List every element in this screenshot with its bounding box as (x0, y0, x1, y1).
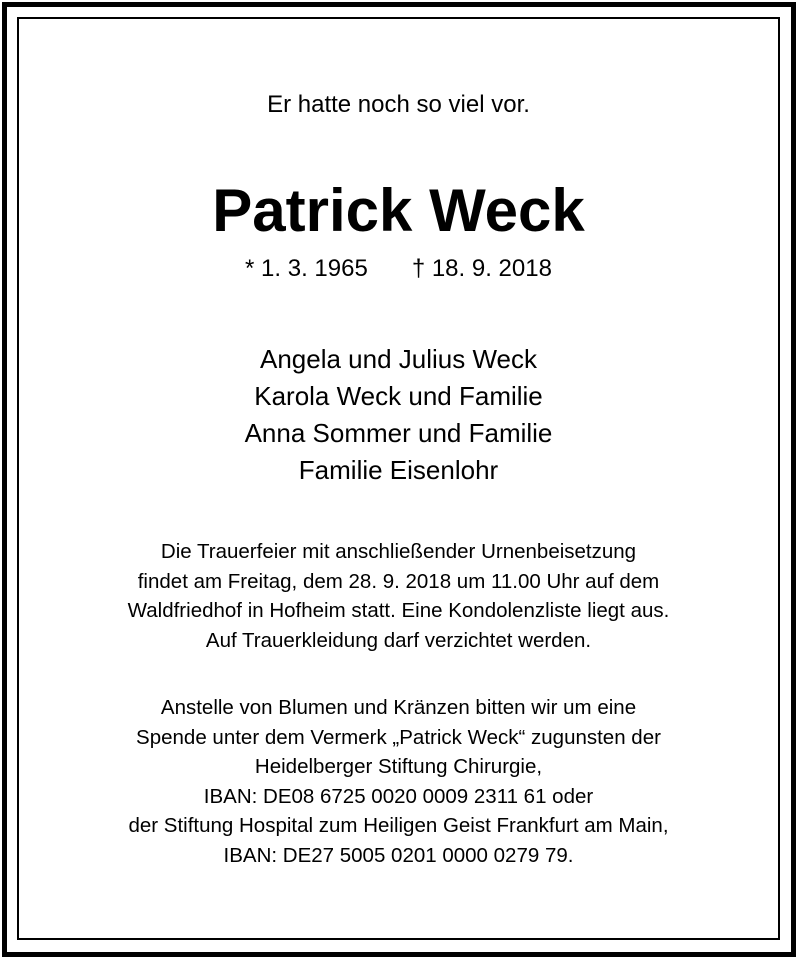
birth-date: * 1. 3. 1965 (245, 255, 368, 282)
death-date: † 18. 9. 2018 (411, 255, 552, 282)
tagline: Er hatte noch so viel vor. (267, 91, 530, 118)
service-line: Die Trauerfeier mit anschließender Urnenbeisetzung (160, 540, 637, 563)
mourner: Karola Weck und Familie (254, 381, 543, 411)
service-line: findet am Freitag, dem 28. 9. 2018 um 11.00 Uhr auf dem (137, 569, 660, 593)
donation-line: der Stiftung Hospital zum Heiligen Geist Frankfurt am Main, (128, 814, 669, 838)
deceased-name: Patrick Weck (212, 177, 585, 244)
mourner: Anna Sommer und Familie (244, 418, 553, 448)
mourner: Familie Eisenlohr (298, 455, 499, 485)
donation-line: Spende unter dem Vermerk „Patrick Weck“ zugunsten der (136, 725, 661, 749)
life-dates (19, 255, 778, 283)
donation-info (19, 693, 778, 871)
donation-line: IBAN: DE08 6725 0020 0009 2311 61 oder (203, 784, 594, 808)
donation-line: Heidelberger Stiftung Chirurgie, (254, 755, 543, 779)
donation-line: IBAN: DE27 5005 0201 0000 0279 79. (223, 843, 574, 867)
donation-line: Anstelle von Blumen und Kränzen bitten wir um eine (160, 696, 637, 719)
mourner: Angela und Julius Weck (259, 344, 537, 374)
service-line: Auf Trauerkleidung darf verzichtet werden. (205, 628, 592, 652)
service-info (19, 537, 778, 655)
service-line: Waldfriedhof in Hofheim statt. Eine Kondolenzliste liegt aus. (127, 599, 670, 623)
mourners-list (19, 341, 778, 489)
